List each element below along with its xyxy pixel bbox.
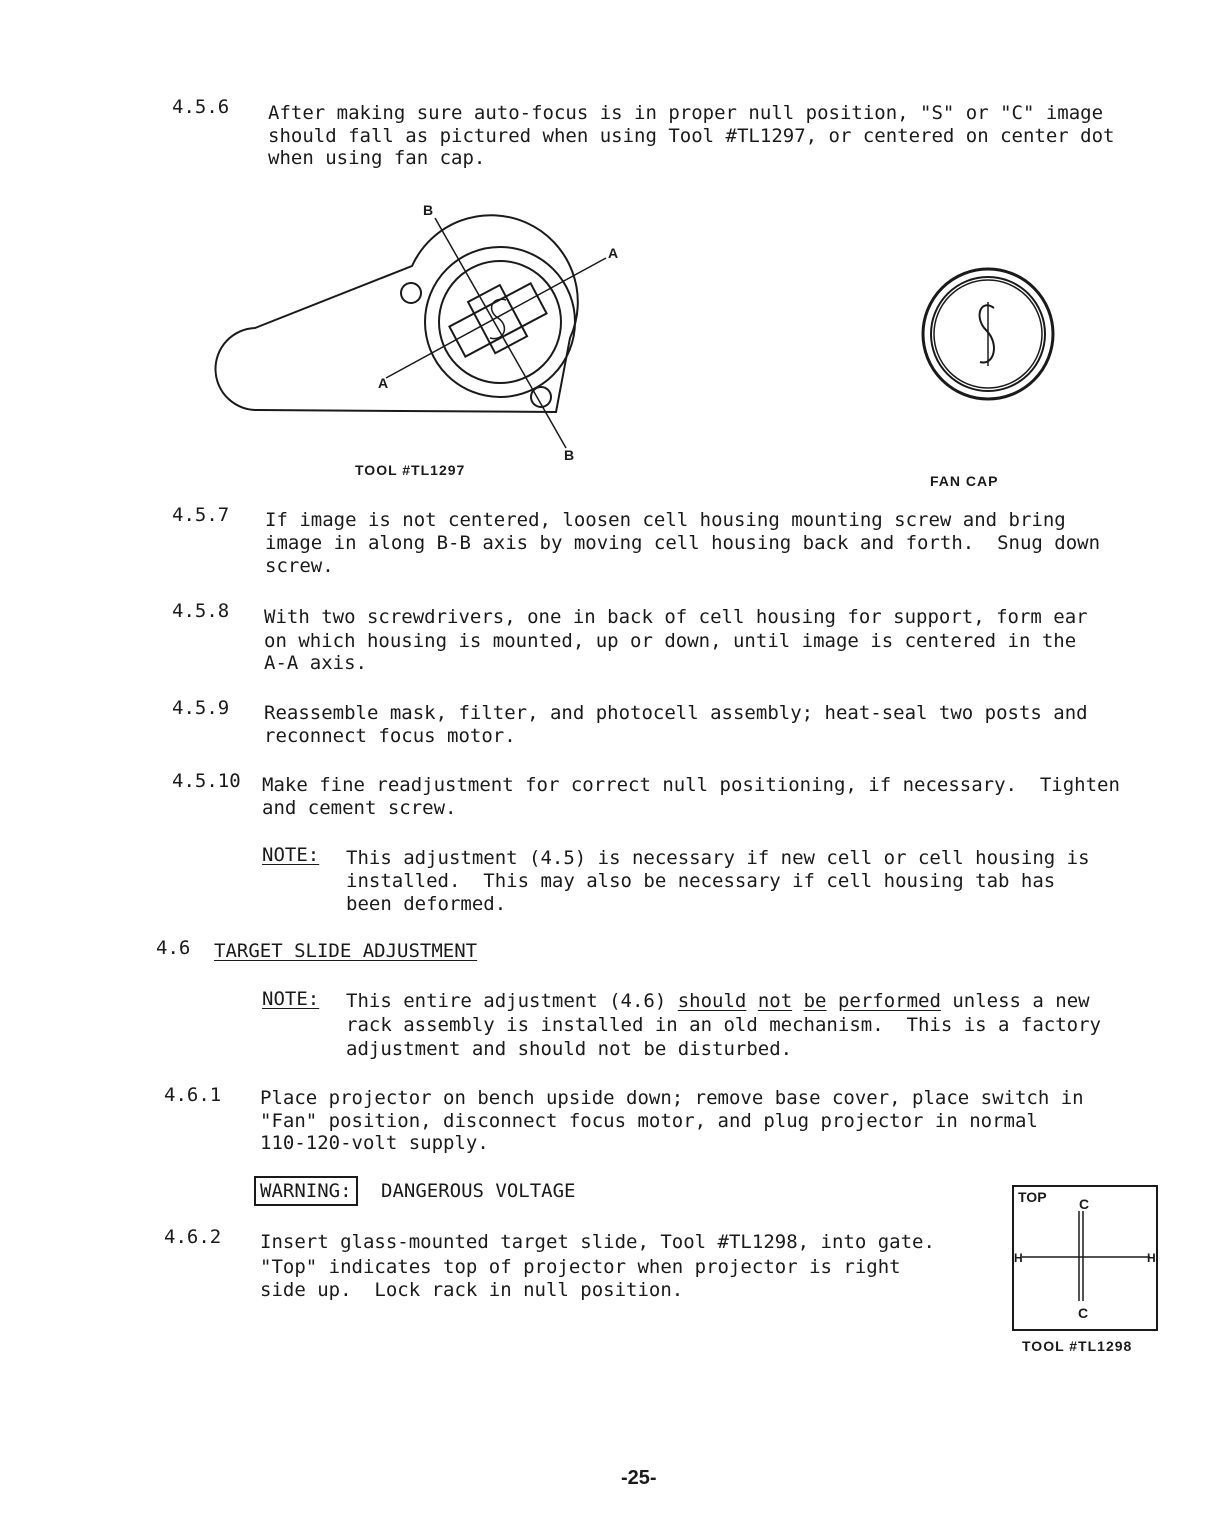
axis-label-a-right: A (608, 245, 619, 261)
paragraph-line: should fall as pictured when using Tool #TL1297, or centered on center dot (268, 125, 1115, 147)
section-number-4-5-7: 4.5.7 (172, 504, 230, 526)
paragraph-line: Reassemble mask, filter, and photocell assembly; heat-seal two posts and (264, 702, 1088, 724)
paragraph-line: on which housing is mounted, up or down, until image is centered in the (264, 630, 1077, 652)
note-line: This entire adjustment (4.6) should not be performed unless a new (346, 990, 1090, 1012)
section-number-4-5-6: 4.5.6 (172, 96, 230, 118)
tool-tl1297-caption: TOOL #TL1297 (355, 462, 466, 478)
note-line: adjustment and should not be disturbed. (346, 1038, 793, 1060)
section-number-4-5-8: 4.5.8 (172, 600, 230, 622)
h-label-left: H (1014, 1251, 1023, 1265)
note-label: NOTE: (262, 844, 320, 866)
paragraph-line: screw. (265, 555, 334, 577)
warning-text: DANGEROUS VOLTAGE (381, 1180, 576, 1202)
paragraph-line: A-A axis. (264, 652, 367, 674)
tool-tl1298-diagram (1012, 1185, 1162, 1335)
fan-cap-caption: FAN CAP (930, 473, 999, 489)
c-label-bottom: C (1078, 1305, 1089, 1321)
paragraph-line: and cement screw. (262, 797, 457, 819)
warning-label: WARNING: (254, 1176, 358, 1206)
paragraph-line: Place projector on bench upside down; remove base cover, place switch in (260, 1087, 1084, 1109)
paragraph-line: image in along B-B axis by moving cell housing back and forth. Snug down (265, 532, 1101, 554)
note-line: This adjustment (4.5) is necessary if new cell or cell housing is (346, 847, 1090, 869)
paragraph-line: "Top" indicates top of projector when projector is right (260, 1256, 901, 1278)
paragraph-line: side up. Lock rack in null position. (260, 1279, 684, 1301)
paragraph-line: If image is not centered, loosen cell housing mounting screw and bring (265, 509, 1066, 531)
paragraph-line: 110-120-volt supply. (260, 1132, 489, 1154)
tool-tl1297-diagram (0, 0, 619, 463)
paragraph-line: Insert glass-mounted target slide, Tool #TL1298, into gate. (260, 1231, 935, 1253)
c-label-top: C (1079, 1196, 1090, 1212)
fan-cap-diagram (922, 268, 1062, 408)
axis-label-a-left: A (378, 375, 389, 391)
section-heading: TARGET SLIDE ADJUSTMENT (214, 940, 478, 962)
section-number-4-6-1: 4.6.1 (164, 1084, 222, 1106)
axis-label-b-bottom: B (564, 447, 575, 463)
axis-label-b-top: B (423, 202, 434, 218)
paragraph-line: Make fine readjustment for correct null positioning, if necessary. Tighten (262, 774, 1120, 796)
paragraph-line: when using fan cap. (268, 147, 486, 169)
section-number-4-6-2: 4.6.2 (164, 1226, 222, 1248)
tool-tl1298-caption: TOOL #TL1298 (1022, 1338, 1133, 1354)
note-label: NOTE: (262, 988, 320, 1010)
section-number-4-5-9: 4.5.9 (172, 697, 230, 719)
note-line: been deformed. (346, 893, 507, 915)
note-line: rack assembly is installed in an old mechanism. This is a factory (346, 1014, 1101, 1036)
paragraph-line: reconnect focus motor. (264, 725, 516, 747)
section-number-4-5-10: 4.5.10 (172, 770, 241, 792)
note-line: installed. This may also be necessary if cell housing tab has (346, 870, 1056, 892)
page-number: -25- (621, 1467, 657, 1489)
h-label-right: H (1147, 1251, 1156, 1265)
section-number-4-6: 4.6 (156, 937, 191, 959)
top-label: TOP (1018, 1189, 1047, 1205)
paragraph-line: After making sure auto-focus is in proper null position, "S" or "C" image (268, 102, 1104, 124)
paragraph-line: With two screwdrivers, one in back of cell housing for support, form ear (264, 606, 1088, 628)
paragraph-line: "Fan" position, disconnect focus motor, and plug projector in normal (260, 1110, 1038, 1132)
